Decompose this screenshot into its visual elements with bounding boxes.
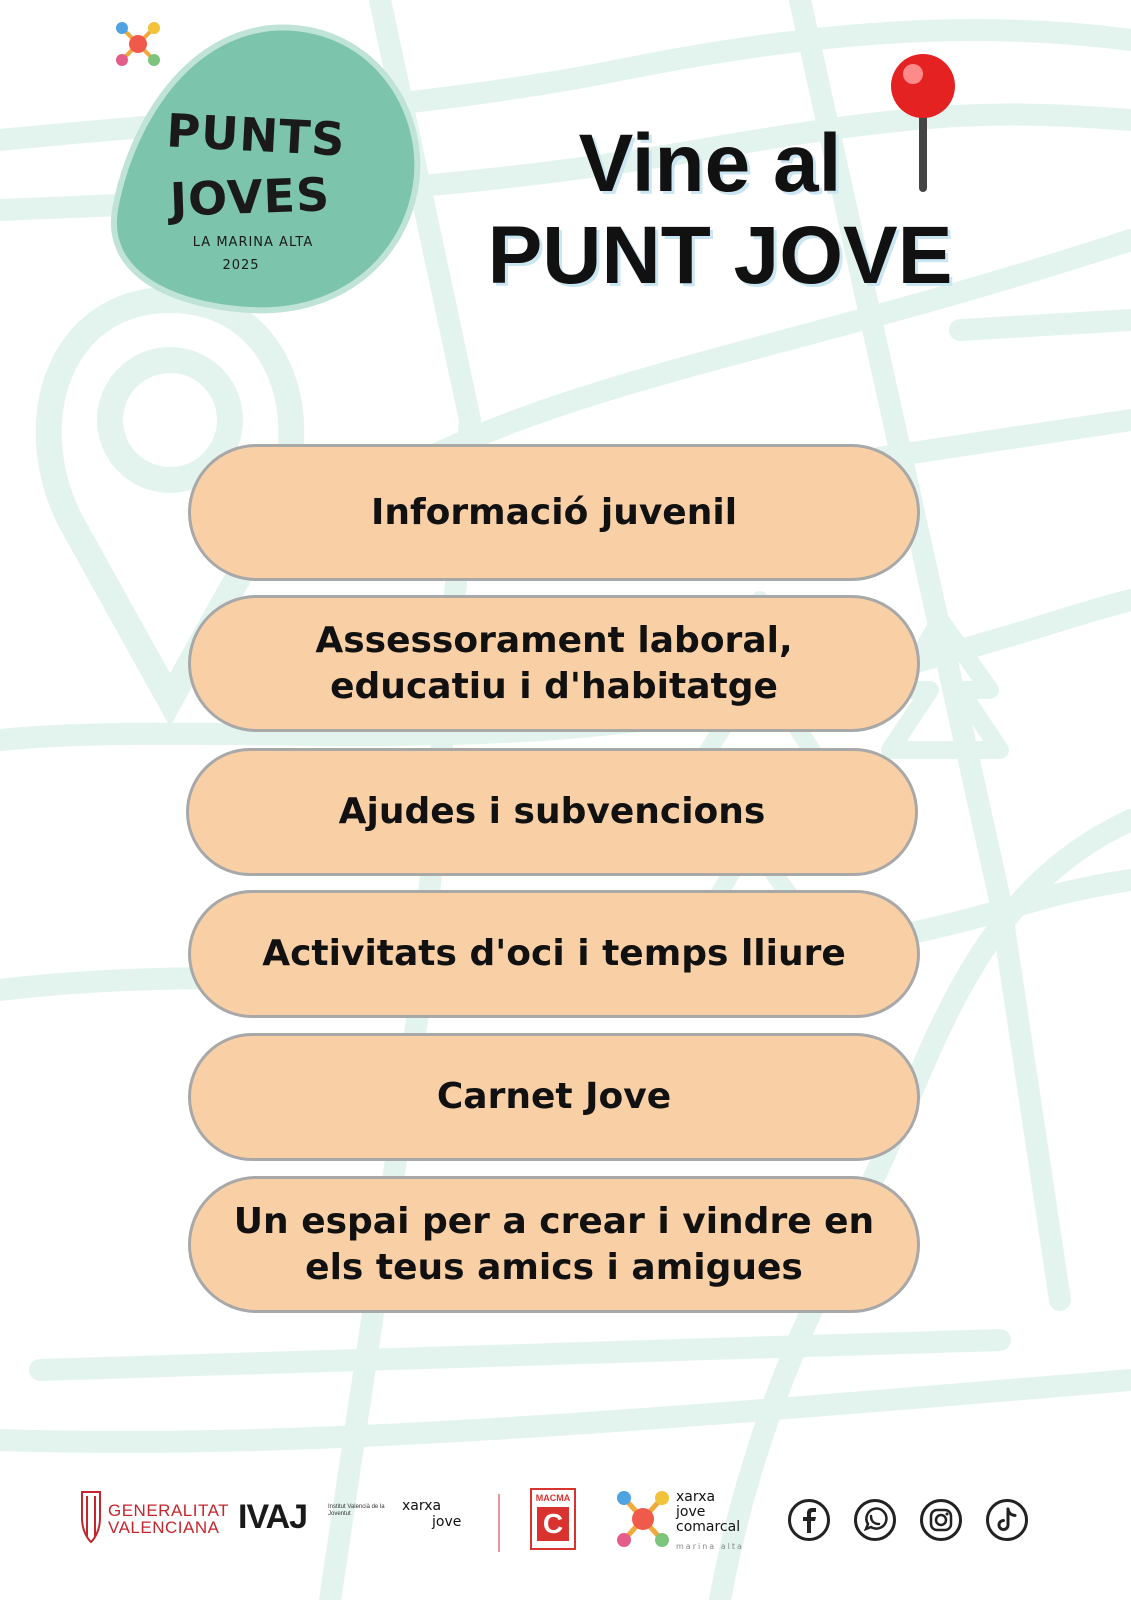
xarxa-jove-comarcal-text [676,1490,744,1554]
logo-connection-icon [110,20,170,70]
macma-letter: C [537,1507,569,1541]
service-pill-espai: Un espai per a crear i vindre en els teus amics i amigues [188,1176,920,1313]
xjc-line1: xarxa [676,1489,716,1505]
ivaj-subtitle: Institut Valencià de la Joventut [328,1504,385,1517]
tiktok-glyph [996,1507,1018,1533]
instagram-glyph [929,1508,953,1532]
ivaj-logo: IVAJ [238,1498,308,1536]
service-pill-ajudes: Ajudes i subvencions [186,748,918,876]
xarxa-jove-comarcal-icon [614,1488,672,1550]
logo-region: LA MARINA ALTA [192,235,314,250]
instagram-icon[interactable] [920,1499,962,1541]
gv-line1: GENERALITAT [108,1501,230,1520]
facebook-glyph [798,1507,820,1533]
logo-year: 2025 [222,258,260,273]
headline-line2: PUNT JOVE [487,210,953,301]
xarxa-jove-logo [402,1498,461,1530]
map-pin-icon [885,50,965,200]
macma-logo [530,1488,576,1550]
footer-logos [0,1480,1131,1570]
tiktok-icon[interactable] [986,1499,1028,1541]
whatsapp-icon[interactable] [854,1499,896,1541]
punts-joves-logo [110,20,430,320]
xjc-line2: jove [676,1504,706,1520]
service-pill-informacio: Informació juvenil [188,444,920,581]
headline-line1: Vine al [578,118,842,209]
gv-line2: VALENCIANA [108,1518,220,1537]
xarxa-jove-a: xarxa [402,1498,442,1514]
service-pill-assessorament: Assessorament laboral, educatiu i d'habitatge [188,595,920,732]
generalitat-emblem-icon [78,1488,104,1546]
macma-label: MACMA [535,1493,571,1503]
logo-title-line2: JOVES [169,167,331,227]
facebook-icon[interactable] [788,1499,830,1541]
service-pill-carnet-jove: Carnet Jove [188,1033,920,1161]
whatsapp-glyph [862,1507,888,1533]
xjc-line4: marina alta [676,1542,744,1551]
generalitat-valenciana-logo [108,1502,229,1536]
xjc-line3: comarcal [676,1519,741,1535]
service-pill-activitats: Activitats d'oci i temps lliure [188,890,920,1018]
footer-divider [498,1494,500,1552]
xarxa-jove-b: jove [432,1514,462,1530]
logo-title-line1: PUNTS [165,103,347,167]
